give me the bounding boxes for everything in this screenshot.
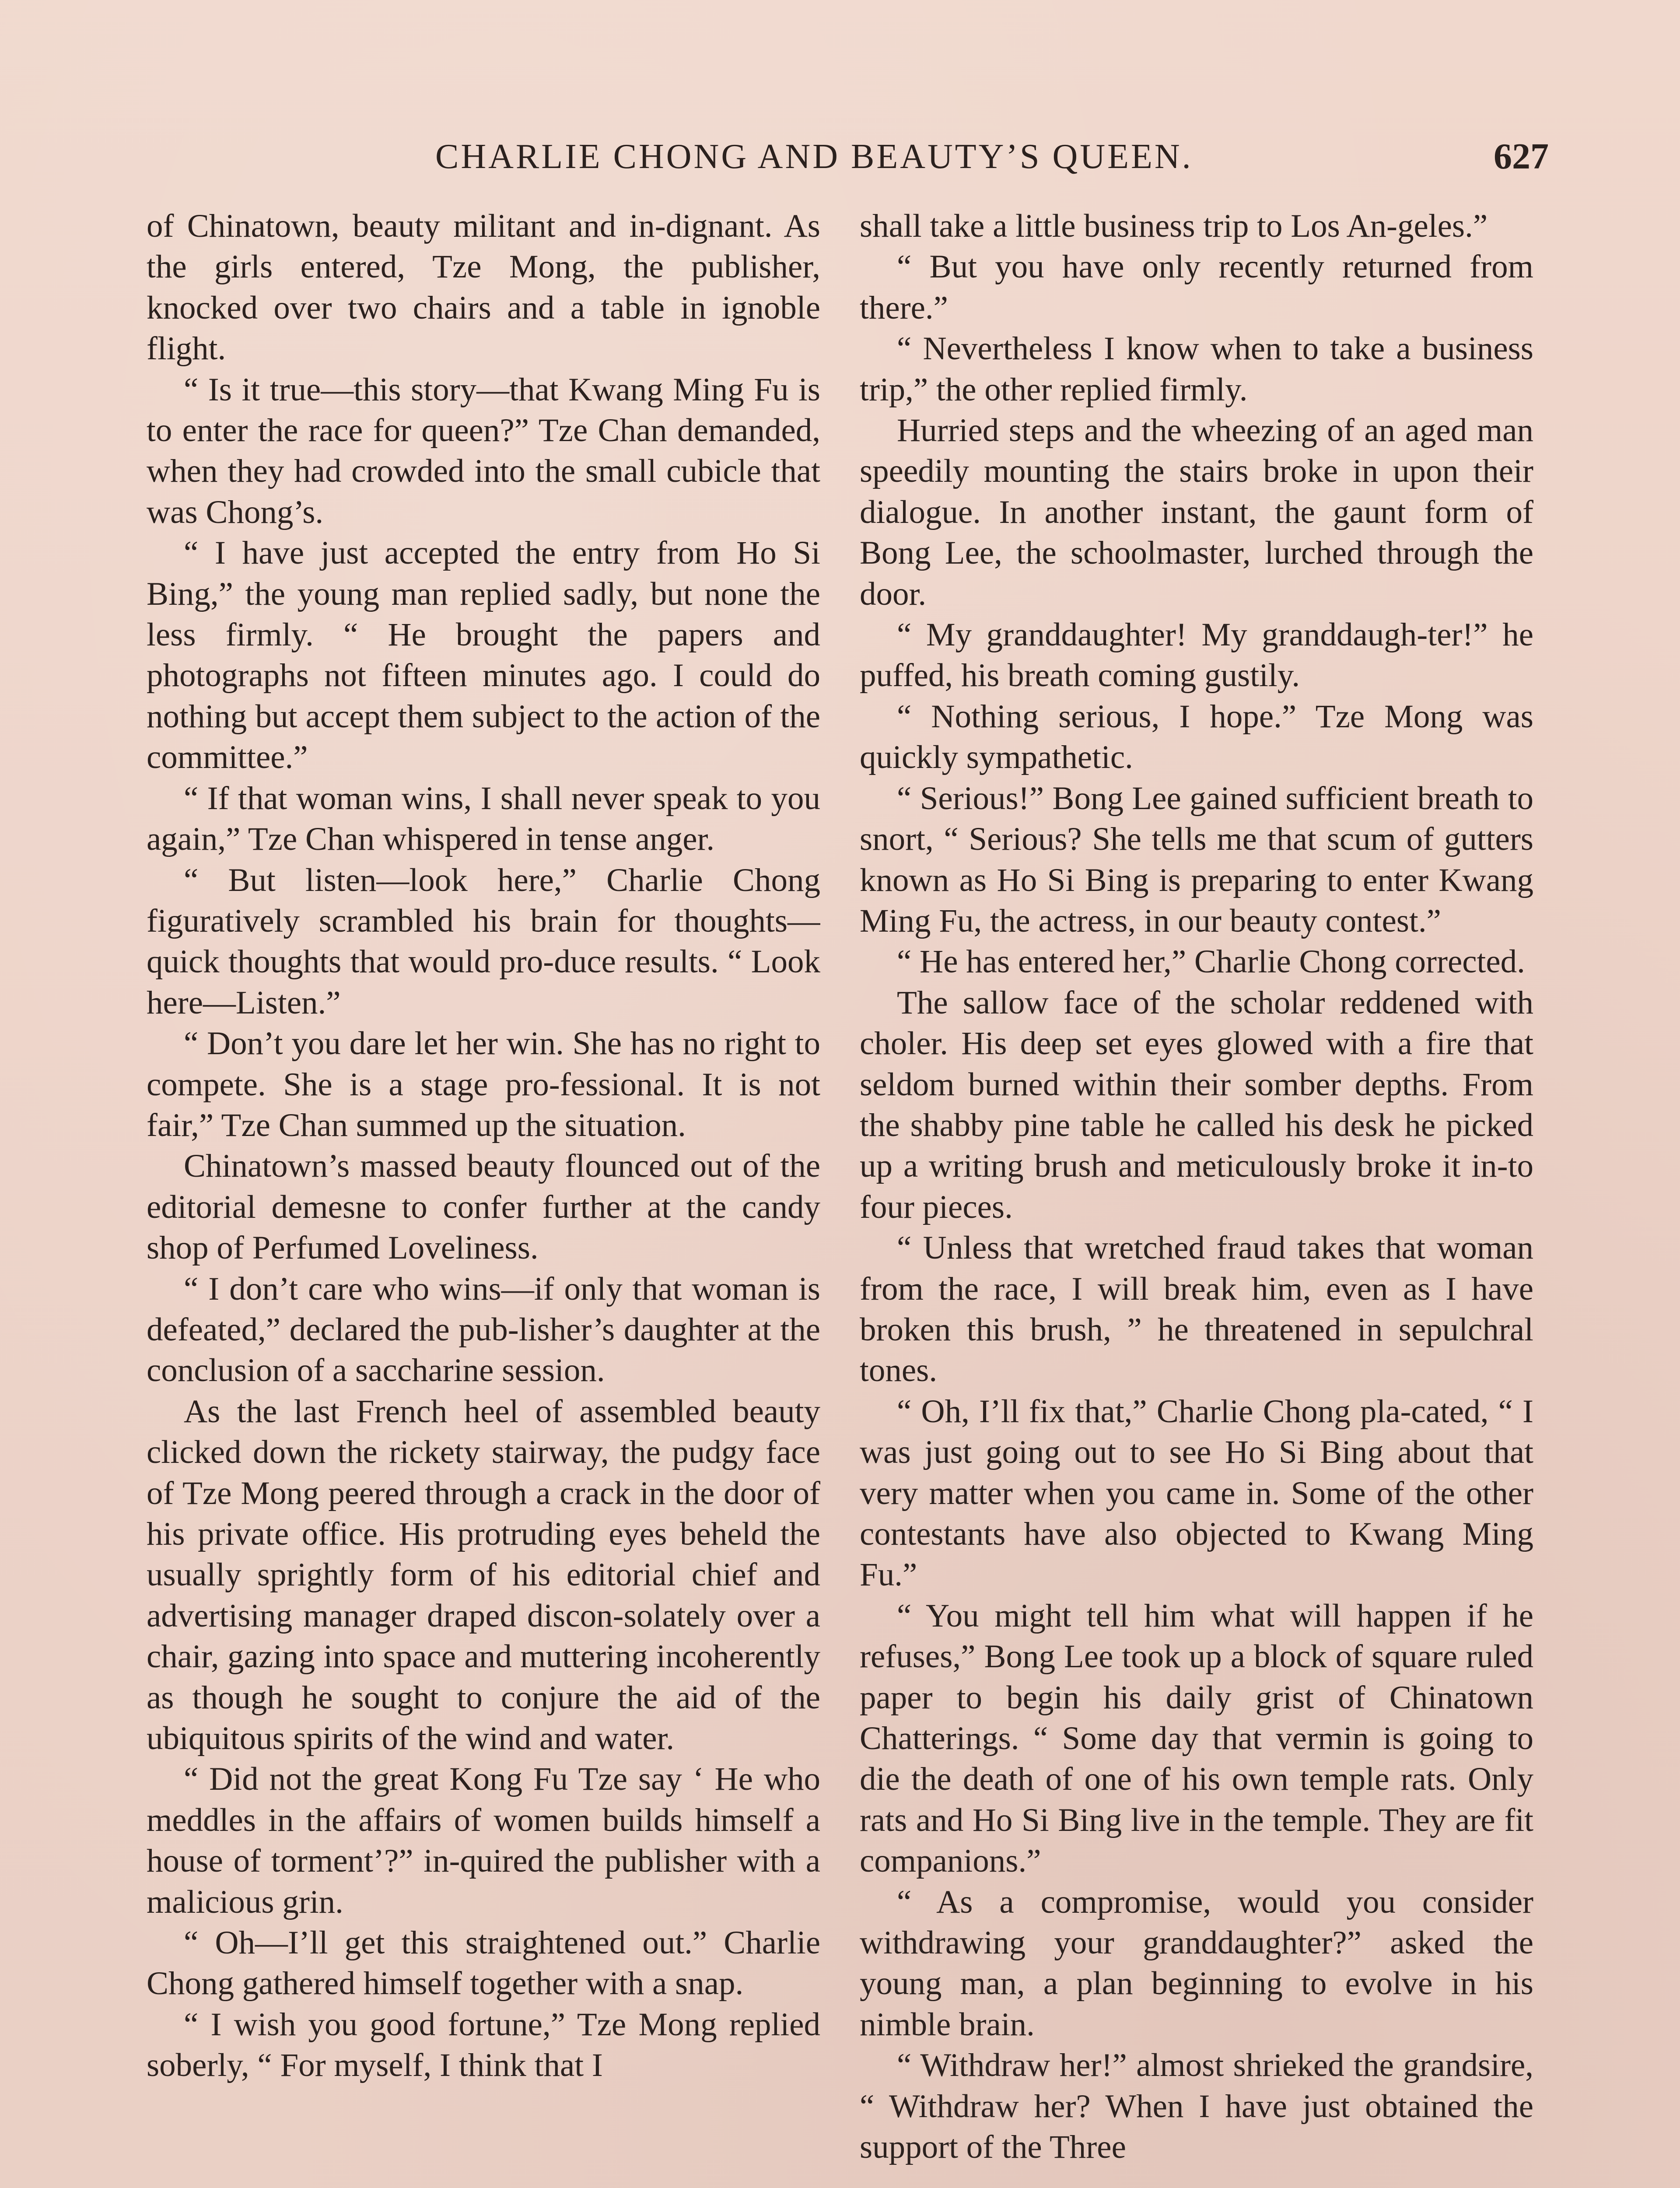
paragraph: of Chinatown, beauty militant and in-dignant. As the girls entered, Tze Mong, the publisher, knocked over two chairs and a table in ignoble flight. [147,208,820,367]
running-title: CHARLIE CHONG AND BEAUTY’S QUEEN. [435,137,1193,176]
paragraph: “ Is it true—this story—that Kwang Ming Fu is to enter the race for queen?” Tze Chan demanded, when they had crowded into the small cubicle that was Chong’s. [147,371,820,530]
paragraph: Chinatown’s massed beauty flounced out of the editorial demesne to confer further at the candy shop of Perfumed Loveliness. [147,1148,820,1266]
paragraph: As the last French heel of assembled beauty clicked down the rickety stairway, the pudgy face of Tze Mong peered through a crack in the door of his private office. His protruding eyes beheld the usually sprightly form of his editorial chief and advertising manager draped discon-solately over a chair, gazing into space and muttering incoherently as though he sought to conjure the aid of the ubiquitous spirits of the wind and water. [147,1393,820,1757]
paragraph: “ My granddaughter! My granddaugh-ter!” he puffed, his breath coming gustily. [860,617,1533,694]
paragraph: “ Withdraw her!” almost shrieked the grandsire, “ Withdraw her? When I have just obtained the support of the Three [860,2047,1533,2166]
page-number: 627 [1494,136,1549,177]
paragraph: “ But you have only recently returned from there.” [860,249,1533,326]
left-column [147,206,820,2188]
paragraph: “ Did not the great Kong Fu Tze say ‘ He who meddles in the affairs of women builds himself a house of torment’?” in-quired the publisher with a malicious grin. [147,1761,820,1920]
paragraph: “ I have just accepted the entry from Ho Si Bing,” the young man replied sadly, but none the less firmly. “ He brought the papers and photographs not fifteen minutes ago. I could do nothing but accept them subject to the action of the committee.” [147,535,820,776]
paragraph: “ Serious!” Bong Lee gained sufficient breath to snort, “ Serious? She tells me that scum of gutters known as Ho Si Bing is preparing to enter Kwang Ming Fu, the actress, in our beauty contest.” [860,780,1533,939]
paragraph: “ He has entered her,” Charlie Chong corrected. [897,943,1525,980]
paragraph: “ I don’t care who wins—if only that woman is defeated,” declared the pub-lisher’s daughter at the conclusion of a saccharine session. [147,1270,820,1389]
paragraph: The sallow face of the scholar reddened with choler. His deep set eyes glowed with a fire that seldom burned within their somber depths. From the shabby pine table he called his desk he picked up a writing brush and meticulously broke it in-to four pieces. [860,984,1533,1225]
page-header [144,130,1549,183]
paragraph: “ If that woman wins, I shall never speak to you again,” Tze Chan whispered in tense anger. [147,780,820,858]
paragraph: “ Don’t you dare let her win. She has no right to compete. She is a stage pro-fessional. It is not fair,” Tze Chan summed up the situation. [147,1025,820,1143]
paragraph: “ Unless that wretched fraud takes that woman from the race, I will break him, even as I have broken this brush, ” he threatened in sepulchral tones. [860,1230,1533,1389]
paragraph: “ I wish you good fortune,” Tze Mong replied soberly, “ For myself, I think that I [147,2006,820,2084]
paragraph: “ Oh, I’ll fix that,” Charlie Chong pla-cated, “ I was just going out to see Ho Si Bing about that very matter when you came in. Some of the other contestants have also objected to Kwang Ming Fu.” [860,1393,1533,1593]
paragraph: “ As a compromise, would you consider withdrawing your granddaughter?” asked the young man, a plan beginning to evolve in his nimble brain. [860,1883,1533,2043]
paragraph: “ You might tell him what will happen if he refuses,” Bong Lee took up a block of square ruled paper to begin his daily grist of Chinatown Chatterings. “ Some day that vermin is going to die the death of one of his own temple rats. Only rats and Ho Si Bing live in the temple. They are fit companions.” [860,1597,1533,1879]
paragraph: Hurried steps and the wheezing of an aged man speedily mounting the stairs broke in upon their dialogue. In another instant, the gaunt form of Bong Lee, the schoolmaster, lurched through the door. [860,412,1533,612]
paragraph: “ Nevertheless I know when to take a business trip,” the other replied firmly. [860,330,1533,408]
paragraph: shall take a little business trip to Los An-geles.” [860,208,1488,244]
paragraph: “ Nothing serious, I hope.” Tze Mong was quickly sympathetic. [860,698,1533,776]
paragraph: “ But listen—look here,” Charlie Chong figuratively scrambled his brain for thoughts—quick thoughts that would pro-duce results. “ Look here—Listen.” [147,862,820,1021]
right-column [860,206,1533,2188]
paragraph: “ Oh—I’ll get this straightened out.” Charlie Chong gathered himself together with a snap. [147,1925,820,2002]
